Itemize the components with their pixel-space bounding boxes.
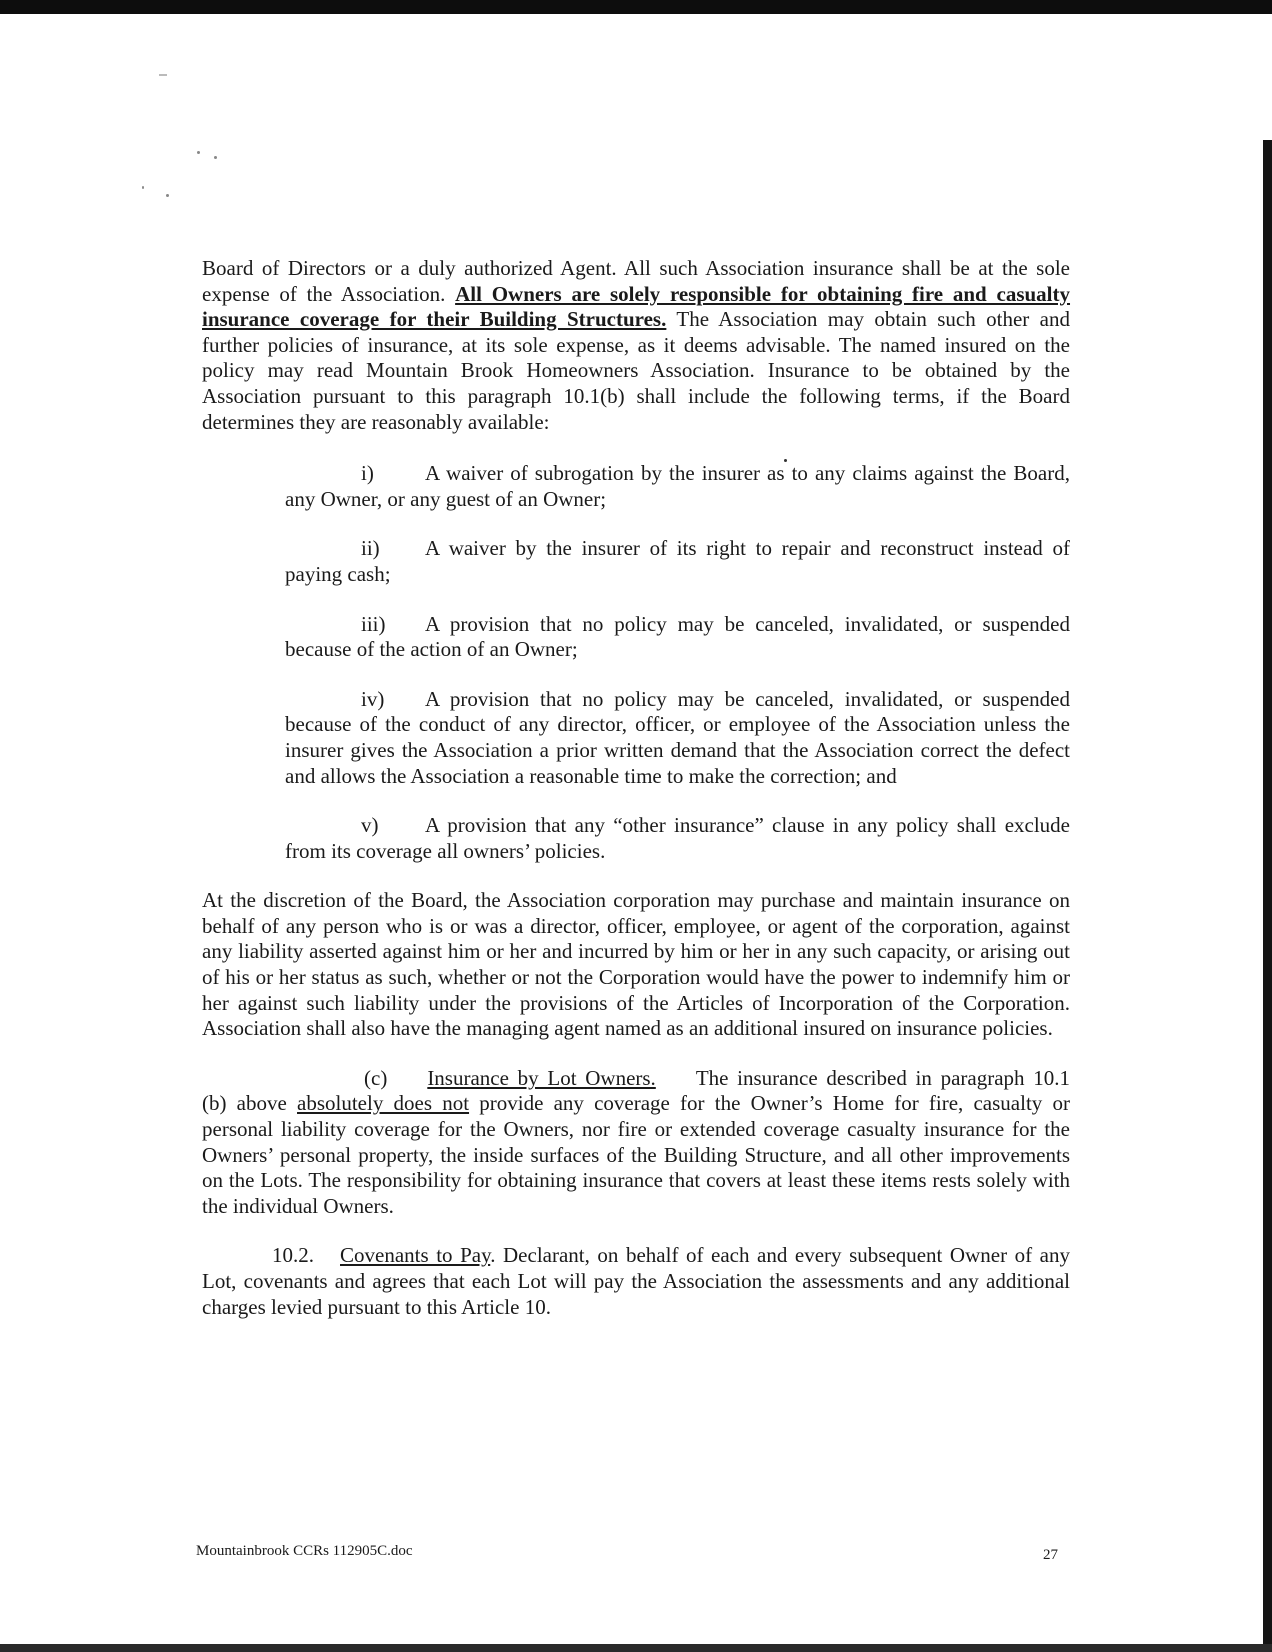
scan-speck [159,74,167,76]
section-10-2-paragraph [202,1243,1070,1320]
term-text: A waiver by the insurer of its right to repair and reconstruct instead of paying cash; [285,536,1070,586]
intro-paragraph [202,256,1070,435]
section-c-heading: Insurance by Lot Owners. [427,1065,656,1090]
scan-speck [214,156,217,159]
page-body [202,256,1070,1320]
term-text: A waiver of subrogation by the insurer as to any claims against the Board, any Owner, or any guest of an Owner; [285,461,1070,511]
term-number: v) [361,813,379,838]
intro-text-b: The Association may obtain such other and further policies of insurance, at its sole expense, as it deems advisable. The named insured on the policy may read Mountain Brook Homeowners Association. Insurance to be obtained by the Association pursuant to this paragraph 10.1(b) shall include the following terms, if the Board determines they are reasonably available: [202,307,1070,434]
footer-filename: Mountainbrook CCRs 112905C.doc [196,1543,413,1559]
scan-speck [142,186,144,189]
section-c-text-a: The insurance described in paragraph 10.1 (b) above [202,1065,1070,1116]
section-10-2-heading: Covenants to Pay [340,1243,491,1268]
scan-bottom-border [0,1644,1272,1652]
term-text: A provision that no policy may be canceled, invalidated, or suspended because of the conduct of any director, officer, or employee of the Association unless the insurer gives the Association a prior written demand that the Association correct the defect and allows the Association a reasonable time to make the correction; and [285,686,1070,788]
term-item [285,813,1070,864]
section-c-paragraph [202,1066,1070,1220]
term-number: iv) [361,686,385,711]
scan-top-border [0,0,1272,14]
scan-speck [166,194,169,197]
scan-speck [197,151,200,154]
section-c-label: (c) [364,1065,388,1090]
footer-page-number: 27 [1043,1547,1058,1563]
section-c-emphasis: absolutely does not [297,1091,470,1116]
section-10-2-text: . Declarant, on behalf of each and every subsequent Owner of any Lot, covenants and agrees that each Lot will pay the Association the assessments and any additional charges levied pursuant to this Article 10. [202,1243,1070,1319]
term-item [285,536,1070,587]
term-item [285,687,1070,789]
term-text: A provision that no policy may be canceled, invalidated, or suspended because of the action of an Owner; [285,611,1070,662]
discretion-paragraph: At the discretion of the Board, the Association corporation may purchase and maintain insurance on behalf of any person who is or was a director, officer, employee, or agent of the corporation, against any liability asserted against him or her and incurred by him or her in any such capacity, or arising out of his or her status as such, whether or not the Corporation would have the power to indemnify him or her against such liability under the provisions of the Articles of Incorporation of the Corporation. Association shall also have the managing agent named as an additional insured on insurance policies. [202,888,1070,1041]
owner-responsibility-notice: All Owners are solely responsible for obtaining fire and casualty insurance coverage for their Building Structures. [202,281,1071,332]
scan-right-border [1263,140,1272,1652]
term-item [285,612,1070,663]
section-10-2-number: 10.2. [272,1243,314,1268]
intro-text-a: Board of Directors or a duly authorized Agent. All such Association insurance shall be at the sole expense of the Association. [202,256,1070,306]
term-number: ii) [361,536,380,561]
term-item [285,461,1070,512]
term-number: i) [361,461,374,486]
term-text: A provision that any “other insurance” clause in any policy shall exclude from its coverage all owners’ policies. [285,813,1070,863]
term-number: iii) [361,611,386,636]
section-c-text-b: provide any coverage for the Owner’s Home for fire, casualty or personal liability coverage for the Owners, nor fire or extended coverage casualty insurance for the Owners’ personal property, the inside surfaces of the Building Structure, and all other improvements on the Lots. The responsibility for obtaining insurance that covers at least these items rests solely with the individual Owners. [202,1091,1070,1218]
